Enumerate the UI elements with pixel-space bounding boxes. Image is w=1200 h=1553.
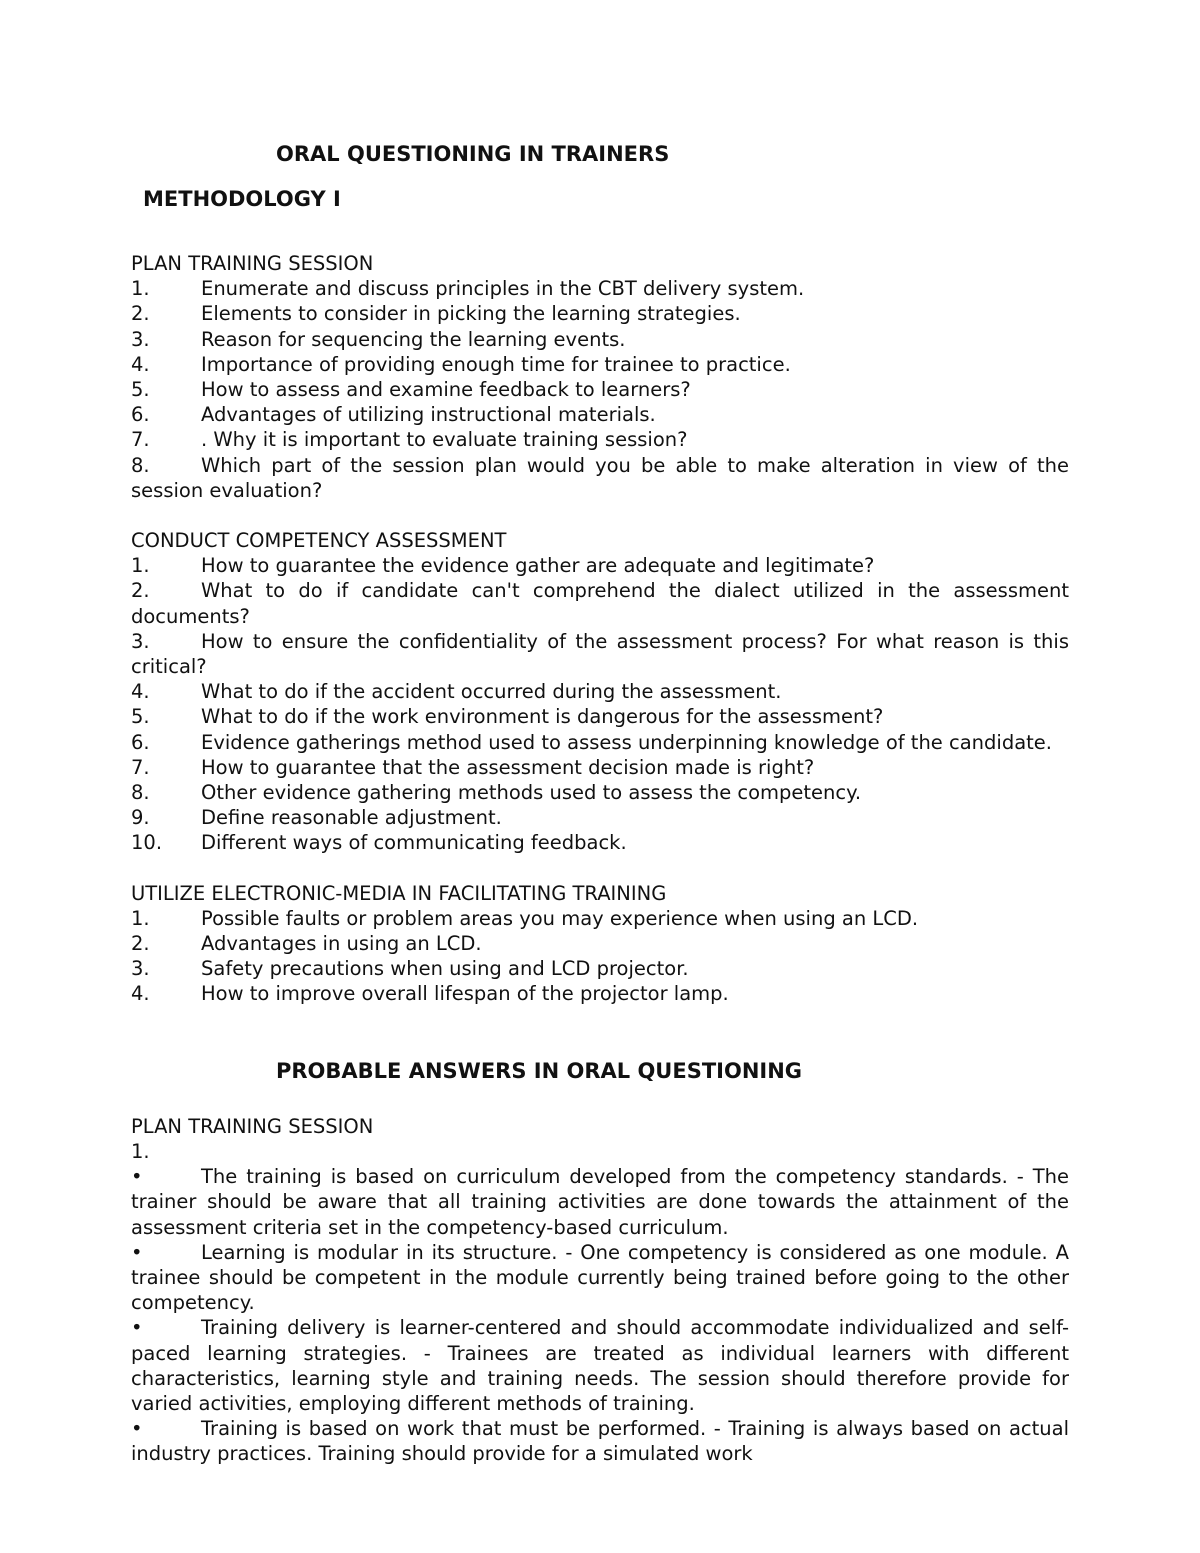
list-item: [131, 704, 1069, 729]
item-text: How to guarantee the evidence gather are adequate and legitimate?: [201, 554, 875, 578]
item-number: 1.: [131, 554, 150, 578]
bullet-text: Training delivery is learner-centered and should accommodate individualized and self-paced learning strategies. - Trainees are treated as individual learners with different characteristics, learning style and training needs. The session should therefore provide for varied activities, employing different methods of training.: [131, 1316, 1069, 1415]
item-text: Possible faults or problem areas you may experience when using an LCD.: [201, 906, 919, 930]
section-conduct-competency-assessment: [131, 528, 1069, 856]
answers-title: PROBABLE ANSWERS IN ORAL QUESTIONING: [276, 1058, 803, 1083]
item-number: 4.: [131, 680, 150, 704]
bullet-icon: •: [131, 1316, 143, 1340]
item-number: 5.: [131, 705, 150, 729]
item-text: Which part of the session plan would you be able to make alteration in view of the session evaluation?: [131, 453, 1069, 502]
item-number: 4.: [131, 982, 150, 1006]
bullet-text: Learning is modular in its structure. - One competency is considered as one module. A trainee should be competent in the module currently being trained before going to the other competency.: [131, 1240, 1069, 1315]
list-item: [131, 301, 1069, 326]
item-text: Safety precautions when using and LCD projector.: [201, 957, 689, 981]
list-item: [131, 830, 1069, 855]
list-item: [131, 453, 1069, 503]
bullet-icon: •: [131, 1240, 143, 1264]
item-number: 3.: [131, 327, 150, 351]
answer-bullet: [131, 1315, 1069, 1416]
item-number: 2.: [131, 302, 150, 326]
list-item: [131, 956, 1069, 981]
item-number: 5.: [131, 378, 150, 402]
section-plan-training-session: [131, 251, 1069, 503]
item-text: Importance of providing enough time for trainee to practice.: [201, 352, 791, 376]
item-text: Advantages of utilizing instructional materials.: [201, 403, 656, 427]
item-number: 2.: [131, 579, 150, 603]
document-subtitle: METHODOLOGY I: [143, 187, 341, 211]
list-item: [131, 327, 1069, 352]
item-number: 7.: [131, 428, 150, 452]
item-text: Reason for sequencing the learning events.: [201, 327, 626, 351]
item-number: 7.: [131, 755, 150, 779]
list-item: [131, 931, 1069, 956]
list-item: [131, 629, 1069, 679]
list-item: [131, 906, 1069, 931]
answer-number: 1.: [131, 1139, 150, 1163]
item-text: Evidence gatherings method used to assess underpinning knowledge of the candidate.: [201, 730, 1053, 754]
list-item: [131, 427, 1069, 452]
list-item: [131, 553, 1069, 578]
item-number: 10.: [131, 831, 163, 855]
document-title: ORAL QUESTIONING IN TRAINERS: [276, 142, 670, 166]
item-number: 3.: [131, 957, 150, 981]
section-utilize-electronic-media: [131, 881, 1069, 1007]
item-number: 1.: [131, 277, 150, 301]
answer-bullet: [131, 1164, 1069, 1240]
list-item: [131, 981, 1069, 1006]
list-item: [131, 276, 1069, 301]
item-number: 2.: [131, 932, 150, 956]
item-number: 8.: [131, 781, 150, 805]
item-text: . Why it is important to evaluate training session?: [201, 428, 688, 452]
list-item: [131, 679, 1069, 704]
section-heading: PLAN TRAINING SESSION: [131, 1114, 374, 1138]
list-item: [131, 805, 1069, 830]
item-text: Elements to consider in picking the learning strategies.: [201, 302, 741, 326]
bullet-text: Training is based on work that must be performed. - Training is always based on actual industry practices. Training should provide for a simulated work: [131, 1417, 1069, 1466]
item-text: How to guarantee that the assessment decision made is right?: [201, 755, 815, 779]
item-number: 8.: [131, 453, 150, 477]
item-number: 3.: [131, 629, 150, 653]
document-page: [131, 140, 1069, 1467]
answer-bullet: [131, 1416, 1069, 1466]
section-heading: PLAN TRAINING SESSION: [131, 252, 374, 275]
item-text: How to assess and examine feedback to learners?: [201, 378, 691, 402]
item-text: How to ensure the confidentiality of the assessment process? For what reason is this critical?: [131, 629, 1069, 679]
item-number: 6.: [131, 730, 150, 754]
section-probable-answers: [131, 1057, 1069, 1467]
list-item: [131, 402, 1069, 427]
item-number: 6.: [131, 403, 150, 427]
list-item: [131, 377, 1069, 402]
item-text: What to do if candidate can't comprehend the dialect utilized in the assessment documents?: [131, 579, 1069, 628]
item-text: Other evidence gathering methods used to assess the competency.: [201, 781, 862, 805]
item-text: Enumerate and discuss principles in the CBT delivery system.: [201, 277, 805, 301]
bullet-icon: •: [131, 1417, 143, 1441]
bullet-icon: •: [131, 1165, 143, 1189]
section-heading: CONDUCT COMPETENCY ASSESSMENT: [131, 529, 507, 553]
list-item: [131, 755, 1069, 780]
item-number: 4.: [131, 352, 150, 376]
list-item: [131, 578, 1069, 628]
item-text: What to do if the work environment is dangerous for the assessment?: [201, 705, 884, 729]
section-heading: UTILIZE ELECTRONIC-MEDIA IN FACILITATING TRAINING: [131, 881, 667, 905]
list-item: [131, 352, 1069, 377]
item-text: Advantages in using an LCD.: [201, 932, 482, 956]
item-number: 1.: [131, 906, 150, 930]
answer-bullet: [131, 1240, 1069, 1316]
item-text: Define reasonable adjustment.: [201, 806, 502, 830]
bullet-text: The training is based on curriculum developed from the competency standards. - The trainer should be aware that all training activities are done towards the attainment of the assessment criteria set in the competency-based curriculum.: [131, 1165, 1069, 1239]
item-text: What to do if the accident occurred during the assessment.: [201, 680, 782, 704]
list-item: [131, 780, 1069, 805]
item-text: How to improve overall lifespan of the projector lamp.: [201, 982, 729, 1006]
list-item: [131, 730, 1069, 755]
item-text: Different ways of communicating feedback.: [201, 831, 627, 855]
item-number: 9.: [131, 806, 150, 830]
